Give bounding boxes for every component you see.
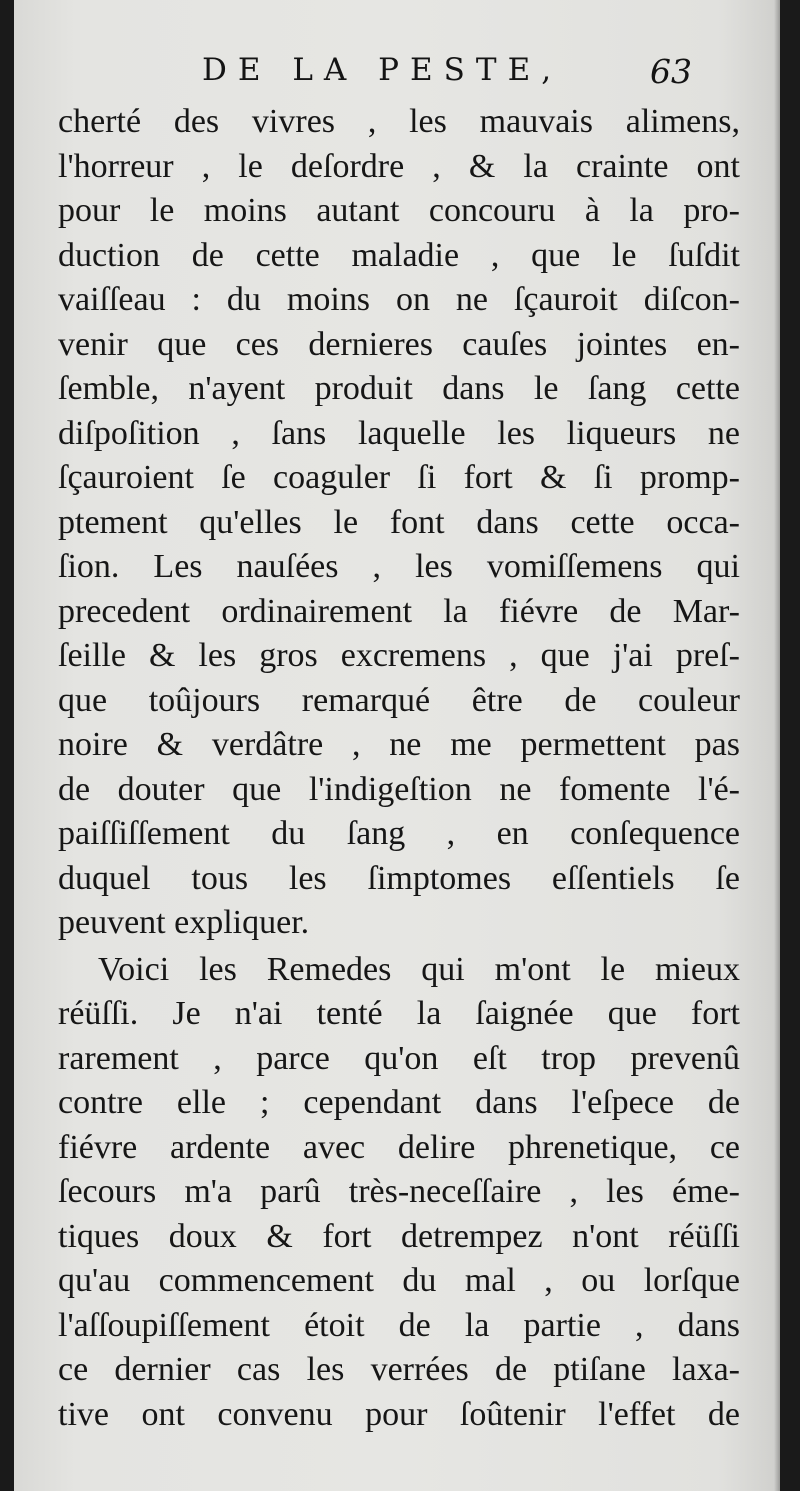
text-line: pour le moins autant concouru à la pro- <box>58 192 740 229</box>
text-line: tive ont convenu pour ſoûtenir l'effet de <box>58 1395 740 1433</box>
text-line: qu'au commencement du mal , ou lorſque <box>58 1262 740 1299</box>
running-head: DE LA PESTE, <box>202 52 563 88</box>
text-line: paiſſiſſement du ſang , en conſequence <box>58 815 740 852</box>
text-line: precedent ordinairement la fiévre de Mar- <box>58 592 740 630</box>
text-line: contre elle ; cependant dans l'eſpece de <box>58 1084 740 1121</box>
text-line: rarement , parce qu'on eſt trop prevenû <box>58 1039 740 1077</box>
text-line: vaiſſeau : du moins on ne ſçauroit diſcon- <box>58 281 740 318</box>
text-line: Voici les Remedes qui m'ont le mieux <box>98 950 740 988</box>
text-line: tiques doux & fort detrempez n'ont réüſſi <box>58 1217 740 1255</box>
text-line: l'aſſoupiſſement étoit de la partie , dans <box>58 1306 740 1344</box>
paragraph-2 <box>58 948 740 1438</box>
text-line: noire & verdâtre , ne me permettent pas <box>58 726 740 763</box>
text-line: ſemble, n'ayent produit dans le ſang cette <box>58 370 740 407</box>
text-line: peuvent expliquer. <box>58 904 310 941</box>
text-line: duquel tous les ſimptomes eſſentiels ſe <box>58 859 740 897</box>
text-line: venir que ces dernieres cauſes jointes en- <box>58 325 740 363</box>
text-line: ſeille & les gros excremens , que j'ai preſ- <box>58 637 740 674</box>
body-text <box>58 100 740 1437</box>
page-header <box>14 52 780 102</box>
text-line: duction de cette maladie , que le ſuſdit <box>58 236 740 274</box>
text-line: que toûjours remarqué être de couleur <box>58 681 740 719</box>
text-line: ptement qu'elles le font dans cette occa- <box>58 503 740 541</box>
text-line: de douter que l'indigeſtion ne fomente l'é- <box>58 770 740 808</box>
page-number: 63 <box>650 52 692 91</box>
text-line: ſion. Les nauſées , les vomiſſemens qui <box>58 548 740 585</box>
text-line: réüſſi. Je n'ai tenté la ſaignée que fort <box>58 995 740 1032</box>
text-line: diſpoſition , ſans laquelle les liqueurs ne <box>58 414 740 452</box>
book-page <box>14 0 780 1491</box>
paragraph-1 <box>58 100 740 946</box>
text-line: ſecours m'a parû très-neceſſaire , les éme- <box>58 1173 740 1210</box>
text-line: ce dernier cas les verrées de ptiſane laxa- <box>58 1351 740 1388</box>
text-line: l'horreur , le deſordre , & la crainte ont <box>58 147 740 185</box>
text-line: fiévre ardente avec delire phrenetique, ce <box>58 1128 740 1166</box>
text-line: ſçauroient ſe coaguler ſi fort & ſi promp- <box>58 459 740 496</box>
text-line: cherté des vivres , les mauvais alimens, <box>58 103 740 140</box>
